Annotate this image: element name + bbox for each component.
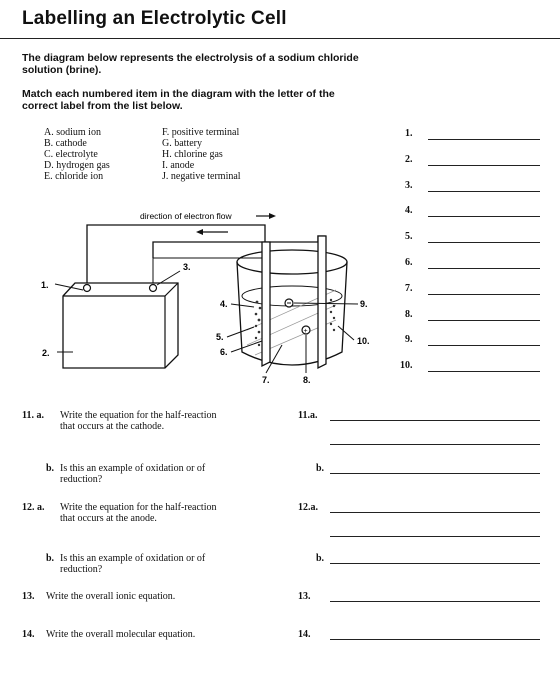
answer-number-2: 2.: [405, 154, 413, 165]
diagram-label-3: 3.: [183, 262, 191, 272]
answer-number-4: 4.: [405, 205, 413, 216]
option-f: F. positive terminal: [162, 127, 240, 138]
electron-flow-top-arrowhead: [269, 213, 276, 219]
question-12b-line-2: reduction?: [60, 564, 103, 575]
answer-13-label: 13.: [298, 591, 311, 602]
page-title: Labelling an Electrolytic Cell: [22, 8, 287, 29]
answer-number-9: 9.: [405, 334, 413, 345]
answer-number-7: 7.: [405, 283, 413, 294]
diagram-label-1: 1.: [41, 280, 49, 290]
question-11a-line-1: Write the equation for the half-reaction: [60, 410, 217, 421]
answer-number-5: 5.: [405, 231, 413, 242]
question-12a-line-2: that occurs at the anode.: [60, 513, 157, 524]
answer-12a-line-2[interactable]: [330, 536, 540, 537]
answer-number-10: 10.: [400, 360, 413, 371]
battery-terminal-right: [150, 285, 157, 292]
electrode-left: [262, 242, 270, 366]
intro-line-1: The diagram below represents the electrolysis of a sodium chloride: [22, 52, 359, 64]
question-13-number: 13.: [22, 591, 35, 602]
wire-arrow-head: [196, 229, 203, 235]
intro-line-2: solution (brine).: [22, 64, 102, 76]
beaker-body: [237, 262, 347, 365]
wire-inner: [153, 258, 265, 285]
leader-9: [294, 303, 358, 304]
answer-number-3: 3.: [405, 180, 413, 191]
diagram-label-8: 8.: [303, 375, 311, 385]
battery-terminal-left: [84, 285, 91, 292]
question-12a-line-1: Write the equation for the half-reaction: [60, 502, 217, 513]
leader-6: [231, 341, 262, 352]
answer-number-6: 6.: [405, 257, 413, 268]
option-b: B. cathode: [44, 138, 87, 149]
diagram-label-9: 9.: [360, 299, 368, 309]
answer-13-line[interactable]: [330, 601, 540, 602]
question-12b-number: b.: [46, 553, 55, 564]
answer-12b-line[interactable]: [330, 563, 540, 564]
diagram-label-6: 6.: [220, 347, 228, 357]
answer-11a-line-2[interactable]: [330, 444, 540, 445]
option-e: E. chloride ion: [44, 171, 104, 182]
diagram-label-5: 5.: [216, 332, 224, 342]
answer-11b-label: b.: [316, 463, 325, 474]
electron-flow-label: direction of electron flow: [140, 211, 232, 221]
question-11b-line-2: reduction?: [60, 474, 103, 485]
diagram-label-7: 7.: [262, 375, 270, 385]
question-11a-number: 11. a.: [22, 410, 44, 421]
answer-11b-line[interactable]: [330, 473, 540, 474]
answer-11a-line-1[interactable]: [330, 420, 540, 421]
answer-12a-label: 12.a.: [298, 502, 318, 513]
question-13-text: Write the overall ionic equation.: [46, 591, 176, 602]
beaker-rim: [237, 250, 347, 274]
option-d: D. hydrogen gas: [44, 160, 110, 171]
question-12b-line-1: Is this an example of oxidation or of: [60, 553, 206, 564]
option-c: C. electrolyte: [44, 149, 98, 160]
answer-number-8: 8.: [405, 309, 413, 320]
answer-14-label: 14.: [298, 629, 311, 640]
diagram-label-2: 2.: [42, 348, 50, 358]
answer-12a-line-1[interactable]: [330, 512, 540, 513]
option-a: A. sodium ion: [44, 127, 101, 138]
instruction-line-2: correct label from the list below.: [22, 100, 183, 112]
diagram-label-4: 4.: [220, 299, 228, 309]
option-g: G. battery: [162, 138, 202, 149]
option-j: J. negative terminal: [162, 171, 241, 182]
leader-4: [231, 304, 254, 307]
option-i: I. anode: [162, 160, 195, 171]
option-h: H. chlorine gas: [162, 149, 223, 160]
answer-11a-label: 11.a.: [298, 410, 318, 421]
answer-12b-label: b.: [316, 553, 325, 564]
question-11b-line-1: Is this an example of oxidation or of: [60, 463, 206, 474]
instruction-line-1: Match each numbered item in the diagram with the letter of the: [22, 88, 335, 100]
diagram-label-10: 10.: [357, 336, 370, 346]
leader-10: [338, 326, 354, 340]
question-11a-line-2: that occurs at the cathode.: [60, 421, 165, 432]
answer-14-line[interactable]: [330, 639, 540, 640]
ion-positive-sign: +: [303, 328, 308, 335]
question-14-text: Write the overall molecular equation.: [46, 629, 196, 640]
question-14-number: 14.: [22, 629, 35, 640]
electrode-right: [318, 236, 326, 368]
wire-positive: [153, 236, 325, 258]
answer-number-1: 1.: [405, 128, 413, 139]
question-11b-number: b.: [46, 463, 55, 474]
question-12a-number: 12. a.: [22, 502, 45, 513]
